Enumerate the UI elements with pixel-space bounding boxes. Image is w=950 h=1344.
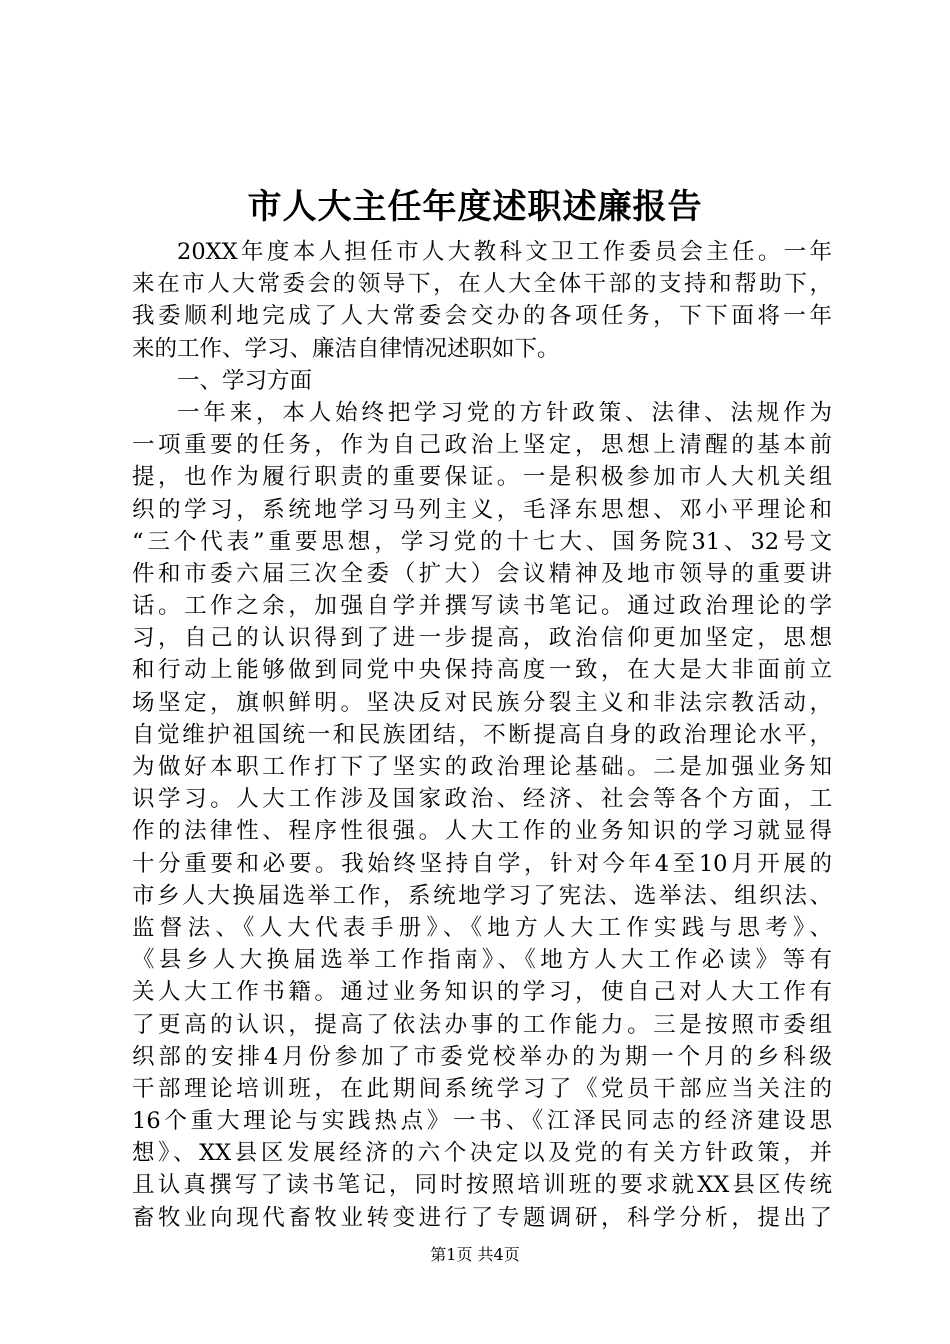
text-line: 16个重大理论与实践热点》一书、《江泽民同志的经济建设思 xyxy=(132,1108,832,1135)
document-body xyxy=(132,236,832,1234)
text-line: 市乡人大换届选举工作，系统地学习了宪法、选举法、组织法、 xyxy=(132,882,832,909)
text-line: 话。工作之余，加强自学并撰写读书笔记。通过政治理论的学 xyxy=(132,593,832,620)
text-line: 了更高的认识，提高了依法办事的工作能力。三是按照市委组 xyxy=(132,1011,832,1038)
text-line: 自觉维护祖国统一和民族团结，不断提高自身的政治理论水平， xyxy=(132,721,832,748)
text-line: 场坚定，旗帜鲜明。坚决反对民族分裂主义和非法宗教活动， xyxy=(132,689,832,716)
text-line: 和行动上能够做到同党中央保持高度一致，在大是大非面前立 xyxy=(132,657,832,684)
text-line: 织部的安排4月份参加了市委党校举办的为期一个月的乡科级 xyxy=(132,1043,832,1070)
text-line: 一项重要的任务，作为自己政治上坚定，思想上清醒的基本前 xyxy=(132,432,832,459)
text-line: 件和市委六届三次全委（扩大）会议精神及地市领导的重要讲 xyxy=(132,560,832,587)
text-line: 且认真撰写了读书笔记，同时按照培训班的要求就XX县区传统 xyxy=(132,1172,832,1199)
text-line: 识学习。人大工作涉及国家政治、经济、社会等各个方面，工 xyxy=(132,786,832,813)
page-footer: 第1页 共4页 xyxy=(430,1245,520,1264)
text-line: 习，自己的认识得到了进一步提高，政治信仰更加坚定，思想 xyxy=(132,625,832,652)
text-line: 来的工作、学习、廉洁自律情况述职如下。 xyxy=(132,335,560,362)
text-line: 畜牧业向现代畜牧业转变进行了专题调研，科学分析，提出了 xyxy=(132,1204,832,1231)
text-line: 20XX年度本人担任市人大教科文卫工作委员会主任。一年 xyxy=(177,239,832,265)
text-line: 一、学习方面 xyxy=(177,367,313,394)
text-line: 监督法、《人大代表手册》、《地方人大工作实践与思考》、 xyxy=(132,914,832,941)
text-line: 十分重要和必要。我始终坚持自学，针对今年4至10月开展的 xyxy=(132,850,832,877)
text-line: 织的学习，系统地学习马列主义，毛泽东思想、邓小平理论和 xyxy=(132,496,832,523)
text-line: 为做好本职工作打下了坚实的政治理论基础。二是加强业务知 xyxy=(132,754,832,780)
text-line: 关人大工作书籍。通过业务知识的学习，使自己对人大工作有 xyxy=(132,979,832,1006)
text-line: “三个代表”重要思想，学习党的十七大、国务院31、32号文 xyxy=(132,528,832,555)
text-line: 《县乡人大换届选举工作指南》、《地方人大工作必读》等有 xyxy=(132,947,832,974)
text-line: 我委顺利地完成了人大常委会交办的各项任务，下下面将一年 xyxy=(132,303,832,330)
text-line: 想》、XX县区发展经济的六个决定以及党的有关方针政策，并 xyxy=(132,1140,832,1167)
text-line: 提，也作为履行职责的重要保证。一是积极参加市人大机关组 xyxy=(132,464,832,491)
text-line: 作的法律性、程序性很强。人大工作的业务知识的学习就显得 xyxy=(132,818,832,845)
text-line: 来在市人大常委会的领导下，在人大全体干部的支持和帮助下， xyxy=(132,271,832,298)
text-line: 干部理论培训班，在此期间系统学习了《党员干部应当关注的 xyxy=(132,1075,832,1102)
text-line: 一年来，本人始终把学习党的方针政策、法律、法规作为 xyxy=(177,399,832,426)
document-title: 市人大主任年度述职述廉报告 xyxy=(247,187,703,227)
